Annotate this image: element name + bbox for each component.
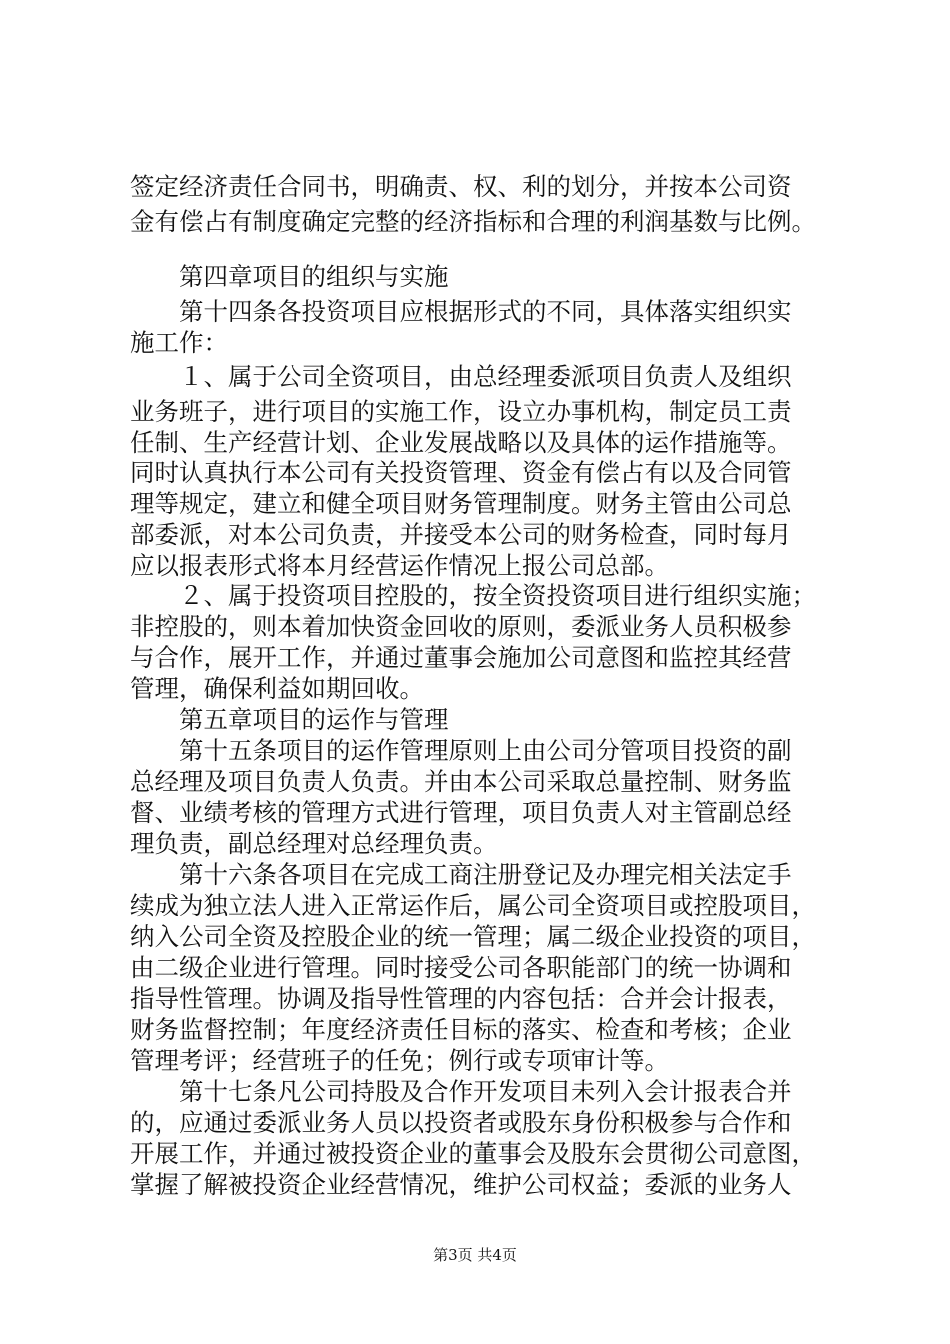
text-line: 任制、生产经营计划、企业发展战略以及具体的运作措施等。 bbox=[130, 428, 792, 457]
text-line: 督、业绩考核的管理方式进行管理，项目负责人对主管副总经 bbox=[130, 798, 792, 827]
text-line: 部委派，对本公司负责，并接受本公司的财务检查，同时每月 bbox=[130, 520, 792, 549]
text-line: 总经理及项目负责人负责。并由本公司采取总量控制、财务监 bbox=[130, 767, 792, 796]
text-line: 纳入公司全资及控股企业的统一管理；属二级企业投资的项目， bbox=[130, 922, 816, 951]
text-line: 由二级企业进行管理。同时接受公司各职能部门的统一协调和 bbox=[130, 953, 792, 982]
text-line: 第十六条各项目在完成工商注册登记及办理完相关法定手 bbox=[130, 860, 792, 889]
text-line: 签定经济责任合同书，明确责、权、利的划分，并按本公司资 bbox=[130, 172, 792, 201]
text-line: １、属于公司全资项目，由总经理委派项目负责人及组织 bbox=[130, 362, 792, 391]
text-line: 掌握了解被投资企业经营情况，维护公司权益；委派的业务人 bbox=[130, 1170, 792, 1199]
text-line: 第五章项目的运作与管理 bbox=[130, 705, 449, 734]
text-line: 第十七条凡公司持股及合作开发项目未列入会计报表合并 bbox=[130, 1077, 792, 1106]
text-line: 非控股的，则本着加快资金回收的原则，委派业务人员积极参 bbox=[130, 612, 792, 641]
text-line: 与合作，展开工作，并通过董事会施加公司意图和监控其经营 bbox=[130, 643, 792, 672]
text-line: ２、属于投资项目控股的，按全资投资项目进行组织实施； bbox=[130, 581, 816, 610]
text-line: 第十四条各投资项目应根据形式的不同，具体落实组织实 bbox=[130, 297, 792, 326]
text-line: 开展工作，并通过被投资企业的董事会及股东会贯彻公司意图， bbox=[130, 1139, 816, 1168]
text-line: 第十五条项目的运作管理原则上由公司分管项目投资的副 bbox=[130, 736, 792, 765]
text-line: 金有偿占有制度确定完整的经济指标和合理的利润基数与比例。 bbox=[130, 207, 816, 236]
text-line: 指导性管理。协调及指导性管理的内容包括：合并会计报表， bbox=[130, 984, 792, 1013]
text-line: 的，应通过委派业务人员以投资者或股东身份积极参与合作和 bbox=[130, 1108, 792, 1137]
text-line: 管理，确保利益如期回收。 bbox=[130, 674, 424, 703]
text-line: 业务班子，进行项目的实施工作，设立办事机构，制定员工责 bbox=[130, 397, 792, 426]
text-line: 应以报表形式将本月经营运作情况上报公司总部。 bbox=[130, 551, 669, 580]
text-line: 理负责，副总经理对总经理负责。 bbox=[130, 829, 498, 858]
text-line: 财务监督控制；年度经济责任目标的落实、检查和考核；企业 bbox=[130, 1015, 792, 1044]
text-line: 同时认真执行本公司有关投资管理、资金有偿占有以及合同管 bbox=[130, 458, 792, 487]
page-footer: 第3页 共4页 bbox=[433, 1246, 517, 1264]
text-line: 施工作： bbox=[130, 328, 228, 357]
text-line: 管理考评；经营班子的任免；例行或专项审计等。 bbox=[130, 1046, 669, 1075]
text-line: 第四章项目的组织与实施 bbox=[130, 262, 449, 291]
text-line: 续成为独立法人进入正常运作后，属公司全资项目或控股项目， bbox=[130, 891, 816, 920]
text-line: 理等规定，建立和健全项目财务管理制度。财务主管由公司总 bbox=[130, 489, 792, 518]
